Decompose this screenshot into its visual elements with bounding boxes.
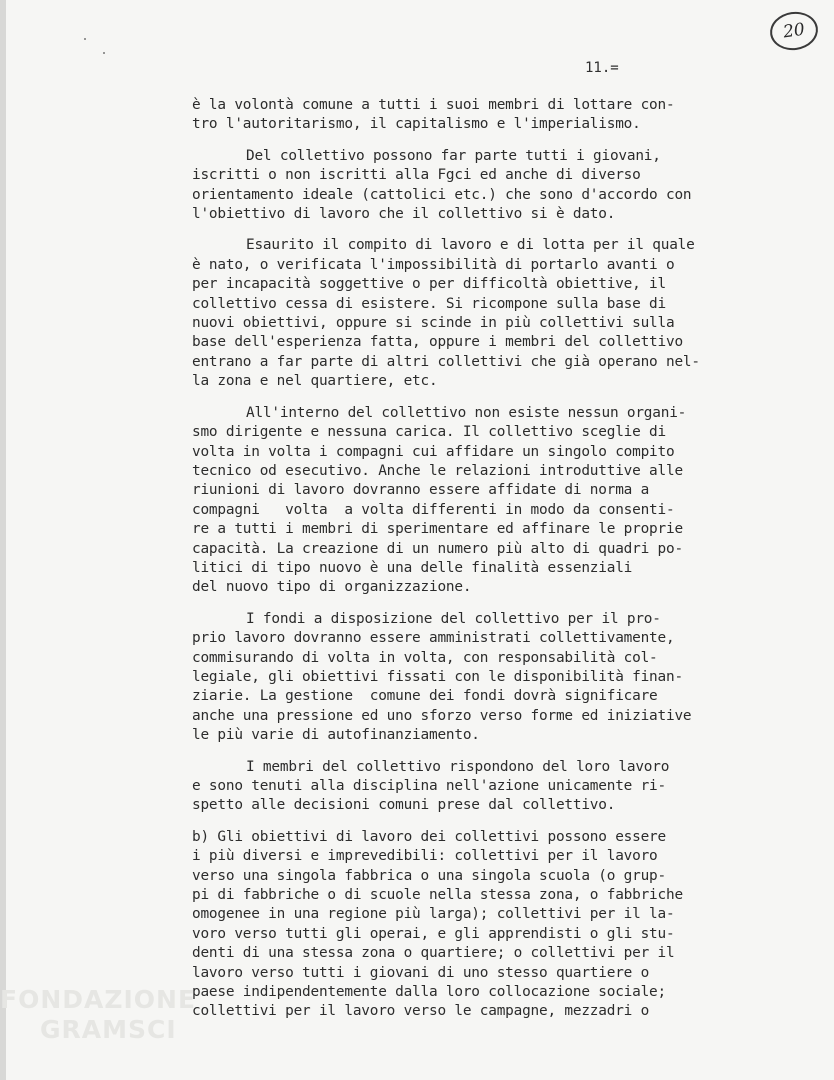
watermark-line-1: FONDAZIONE <box>0 985 197 1014</box>
paragraph <box>192 147 792 225</box>
text-line: anche una pressione ed uno sforzo verso forme ed iniziative <box>192 707 692 724</box>
text-line: spetto alle decisioni comuni prese dal collettivo. <box>192 797 616 814</box>
paragraph <box>192 404 792 598</box>
text-line: collettivi per il lavoro verso le campagne, mezzadri o <box>192 1003 650 1020</box>
text-line: entrano a far parte di altri collettivi che già operano nel- <box>192 353 700 370</box>
text-line: la zona e nel quartiere, etc. <box>192 373 438 390</box>
text-line: prio lavoro dovranno essere amministrati collettivamente, <box>192 630 675 647</box>
text-line: ziarie. La gestione comune dei fondi dovrà significare <box>192 688 658 705</box>
text-line: denti di una stessa zona o quartiere; o collettivi per il <box>192 945 675 962</box>
text-line: omogenee in una regione più larga); collettivi per il la- <box>192 906 675 923</box>
text-line: pi di fabbriche o di scuole nella stessa zona, o fabbriche <box>192 887 683 904</box>
text-line: compagni volta a volta differenti in modo da consenti- <box>192 501 675 518</box>
text-line: capacità. La creazione di un numero più alto di quadri po- <box>192 540 683 557</box>
handwritten-page-annotation: 20 <box>768 9 821 53</box>
text-line: commisurando di volta in volta, con responsabilità col- <box>192 649 658 666</box>
text-line: litici di tipo nuovo è una delle finalità essenziali <box>192 559 633 576</box>
text-line: del nuovo tipo di organizzazione. <box>192 579 472 596</box>
text-line: è la volontà comune a tutti i suoi membri di lottare con- <box>192 97 675 113</box>
speck <box>84 38 86 40</box>
paragraph <box>192 828 792 1022</box>
archive-watermark <box>0 985 200 1065</box>
text-line: smo dirigente e nessuna carica. Il collettivo sceglie di <box>192 424 666 441</box>
text-line: lavoro verso tutti i giovani di uno stesso quartiere o <box>192 964 650 981</box>
page-number: 11.= <box>585 60 619 76</box>
text-line: Esaurito il compito di lavoro e di lotta per il quale <box>246 237 695 254</box>
typewritten-body <box>192 96 792 1034</box>
text-line: voro verso tutti gli operai, e gli apprendisti o gli stu- <box>192 925 675 942</box>
text-line: è nato, o verificata l'impossibilità di portarlo avanti o <box>192 256 675 273</box>
text-line: tro l'autoritarismo, il capitalismo e l'imperialismo. <box>192 116 641 133</box>
paragraph <box>192 758 792 816</box>
text-line: le più varie di autofinanziamento. <box>192 727 480 744</box>
speck <box>103 52 105 54</box>
text-line: paese indipendentemente dalla loro collocazione sociale; <box>192 984 666 1001</box>
text-line: All'interno del collettivo non esiste nessun organi- <box>246 404 687 421</box>
text-line: i più diversi e imprevedibili: collettivi per il lavoro <box>192 848 658 865</box>
text-line: tecnico od esecutivo. Anche le relazioni introduttive alle <box>192 462 683 479</box>
paragraph <box>192 236 792 391</box>
text-line: Del collettivo possono far parte tutti i giovani, <box>246 147 661 164</box>
paragraph <box>192 610 792 746</box>
paragraph <box>192 96 792 135</box>
text-line: I fondi a disposizione del collettivo per il pro- <box>246 610 661 627</box>
text-line: e sono tenuti alla disciplina nell'azione unicamente ri- <box>192 778 666 794</box>
page-edge-shadow <box>0 0 6 1080</box>
text-line: I membri del collettivo rispondono del loro lavoro <box>246 758 670 775</box>
text-line: nuovi obiettivi, oppure si scinde in più collettivi sulla <box>192 315 675 332</box>
text-line: orientamento ideale (cattolici etc.) che sono d'accordo con <box>192 186 692 203</box>
text-line: riunioni di lavoro dovranno essere affidate di norma a <box>192 482 650 499</box>
text-line: l'obiettivo di lavoro che il collettivo si è dato. <box>192 206 616 223</box>
text-line: volta in volta i compagni cui affidare un singolo compito <box>192 443 675 460</box>
text-line: base dell'esperienza fatta, oppure i membri del collettivo <box>192 334 683 351</box>
watermark-line-2: GRAMSCI <box>40 1015 177 1044</box>
text-line: re a tutti i membri di sperimentare ed affinare le proprie <box>192 521 683 538</box>
text-line: per incapacità soggettive o per difficoltà obiettive, il <box>192 276 666 293</box>
text-line: collettivo cessa di esistere. Si ricompone sulla base di <box>192 295 666 312</box>
text-line: b) Gli obiettivi di lavoro dei collettivi possono essere <box>192 828 666 845</box>
text-line: verso una singola fabbrica o una singola scuola (o grup- <box>192 867 666 884</box>
text-line: iscritti o non iscritti alla Fgci ed anche di diverso <box>192 167 641 184</box>
text-line: legiale, gli obiettivi fissati con le disponibilità finan- <box>192 668 683 685</box>
